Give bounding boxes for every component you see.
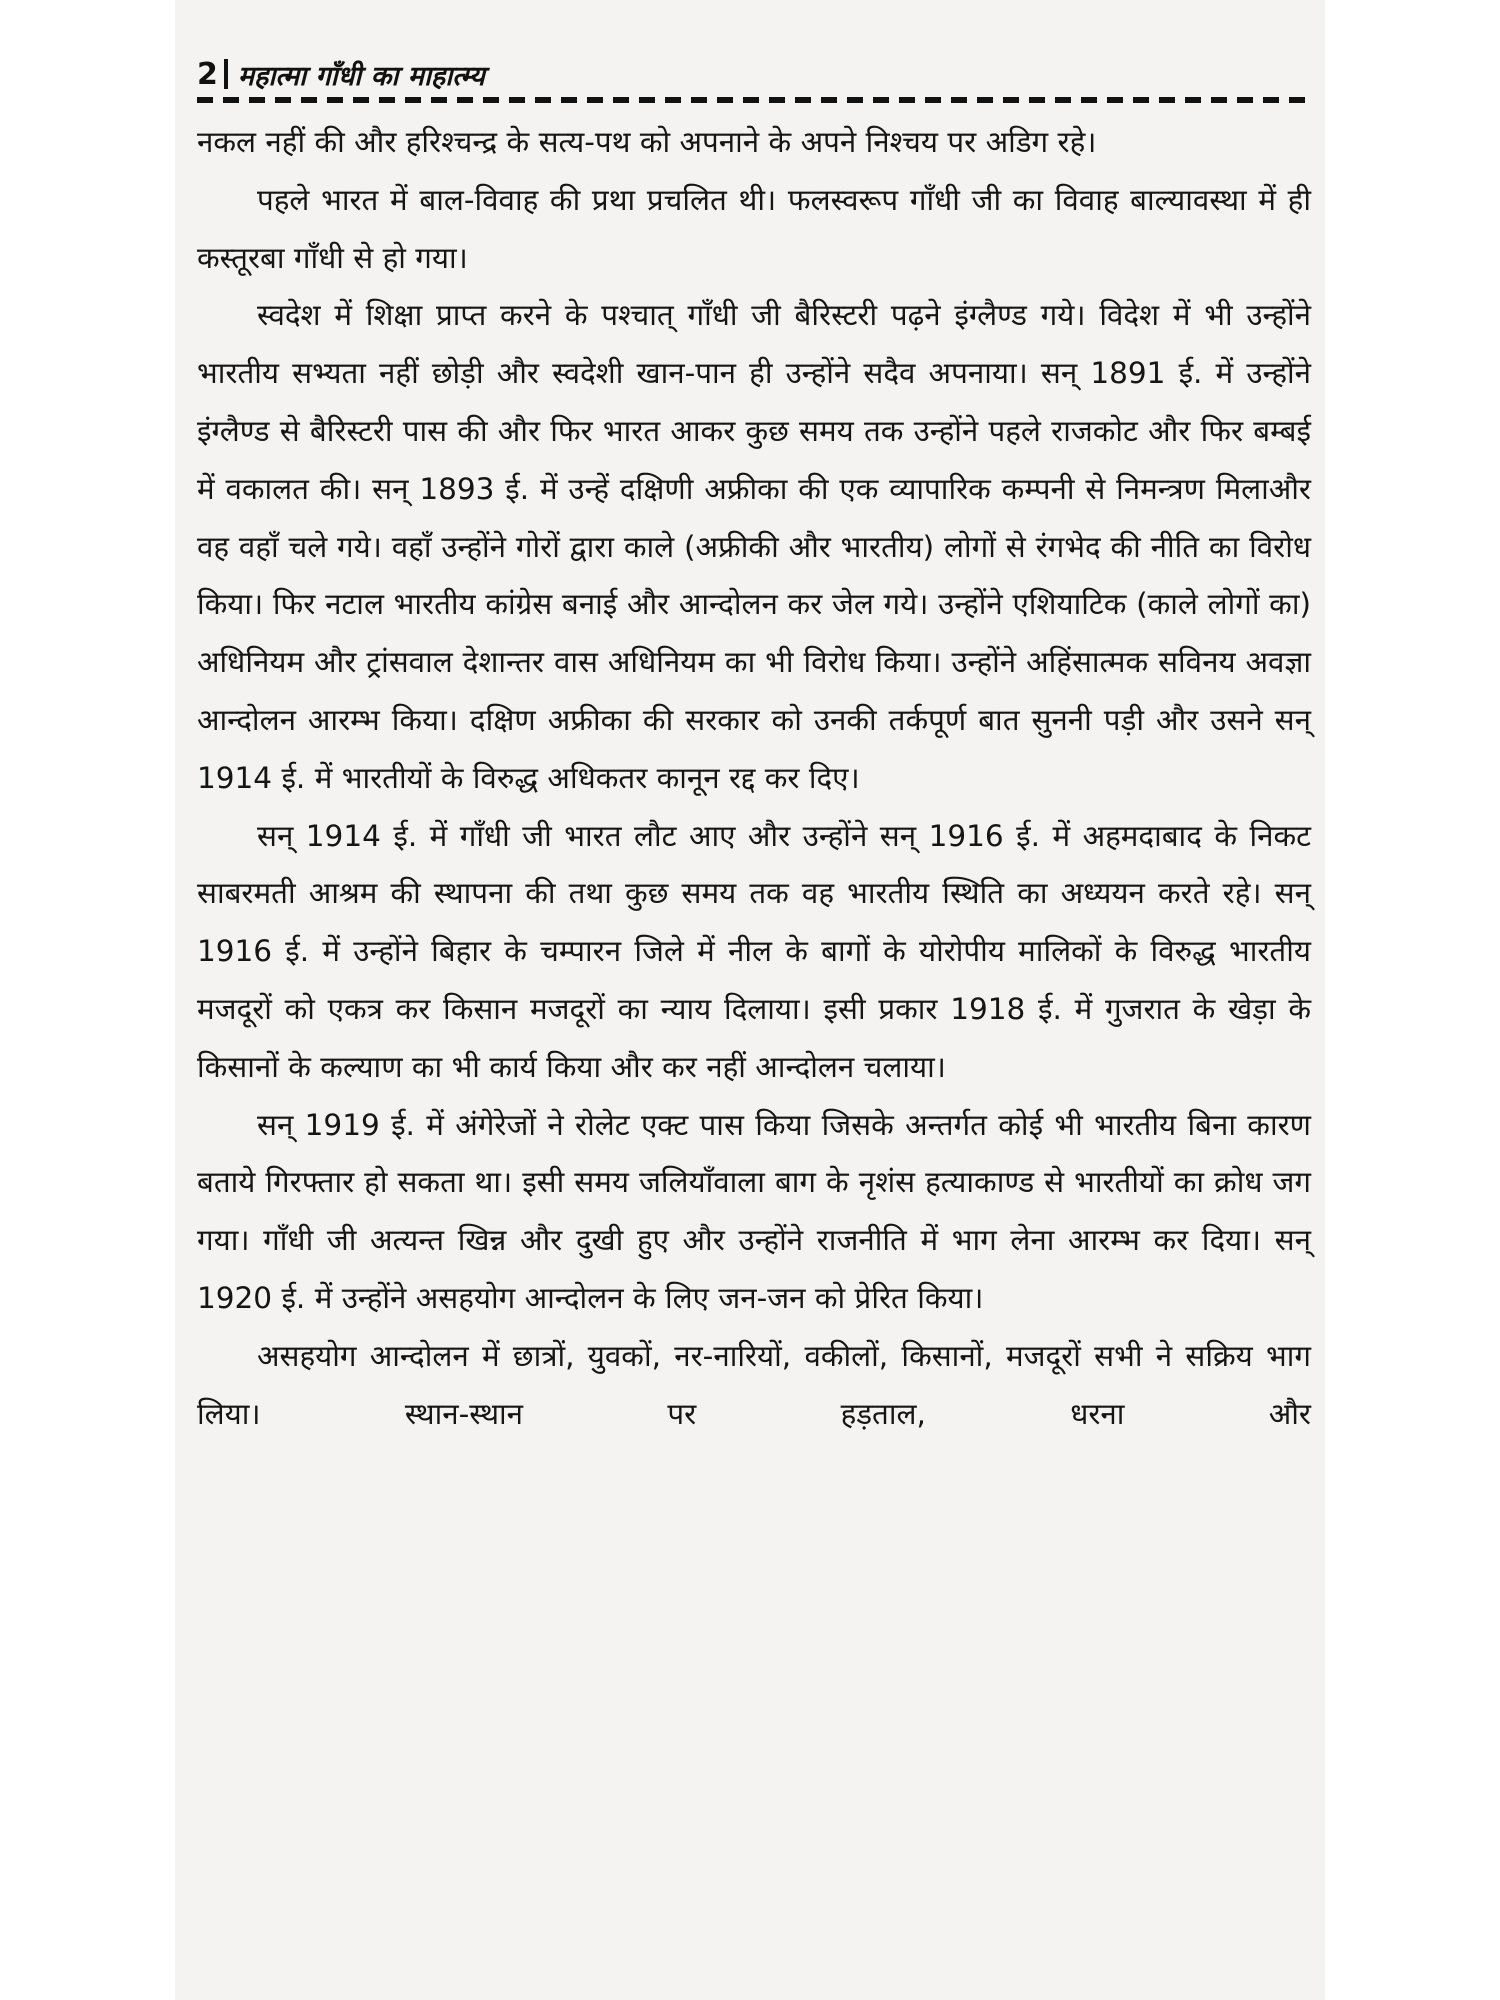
- paragraph-3: स्वदेश में शिक्षा प्राप्त करने के पश्चात् गाँधी जी बैरिस्टरी पढ़ने इंग्लैण्ड गये। विदेश में भी उन्होंने भारतीय सभ्यता नहीं छोड़ी और स्वदेशी खान-पान ही उन्होंने सदैव अपनाया। सन् 1891 ई. में उन्होंने इंग्लैण्ड से बैरिस्टरी पास की और फिर भारत आकर कुछ समय तक उन्होंने पहले राजकोट और फिर बम्बई में वकालत की। सन् 1893 ई. में उन्हें दक्षिणी अफ्रीका की एक व्यापारिक कम्पनी से निमन्त्रण मिलाऔर वह वहाँ चले गये। वहाँ उन्होंने गोरों द्वारा काले (अफ्रीकी और भारतीय) लोगों से रंगभेद की नीति का विरोध किया। फिर नटाल भारतीय कांग्रेस बनाई और आन्दोलन कर जेल गये। उन्होंने एशियाटिक (काले लोगों का) अधिनियम और ट्रांसवाल देशान्तर वास अधिनियम का भी विरोध किया। उन्होंने अहिंसात्मक सविनय अवज्ञा आन्दोलन आरम्भ किया। दक्षिण अफ्रीका की सरकार को उनकी तर्कपूर्ण बात सुननी पड़ी और उसने सन् 1914 ई. में भारतीयों के विरुद्ध अधिकतर कानून रद्द कर दिए।: [197, 298, 1311, 795]
- paragraph-5: सन् 1919 ई. में अंगेरेजों ने रोलेट एक्ट पास किया जिसके अन्तर्गत कोई भी भारतीय बिना कारण बताये गिरफ्तार हो सकता था। इसी समय जलियाँवाला बाग के नृशंस हत्याकाण्ड से भारतीयों का क्रोध जग गया। गाँधी जी अत्यन्त खिन्न और दुखी हुए और उन्होंने राजनीति में भाग लेना आरम्भ कर दिया। सन् 1920 ई. में उन्होंने असहयोग आन्दोलन के लिए जन-जन को प्रेरित किया।: [197, 1107, 1311, 1315]
- page-number: 2: [197, 56, 218, 92]
- paragraph-1: नकल नहीं की और हरिश्चन्द्र के सत्य-पथ को अपनाने के अपने निश्चय पर अडिग रहे।: [197, 125, 1097, 159]
- body-text: [197, 114, 1311, 1443]
- paragraph-2: पहले भारत में बाल-विवाह की प्रथा प्रचलित थी। फलस्वरूप गाँधी जी का विवाह बाल्यावस्था में ही कस्तूरबा गाँधी से हो गया।: [197, 182, 1311, 275]
- book-page: [175, 0, 1325, 2000]
- paragraph-6: असहयोग आन्दोलन में छात्रों, युवकों, नर-नारियों, वकीलों, किसानों, मजदूरों सभी ने सक्रिय भाग लिया। स्थान-स्थान पर हड़ताल, धरना और: [197, 1338, 1311, 1431]
- dashed-rule: [197, 97, 1309, 103]
- running-header: [197, 46, 1307, 102]
- book-title: महात्मा गाँधी का माहात्म्य: [237, 60, 485, 92]
- header-separator-bar: [224, 59, 228, 89]
- paragraph-4: सन् 1914 ई. में गाँधी जी भारत लौट आए और उन्होंने सन् 1916 ई. में अहमदाबाद के निकट साबरमती आश्रम की स्थापना की तथा कुछ समय तक वह भारतीय स्थिति का अध्ययन करते रहे। सन् 1916 ई. में उन्होंने बिहार के चम्पारन जिले में नील के बागों के योरोपीय मालिकों के विरुद्ध भारतीय मजदूरों को एकत्र कर किसान मजदूरों का न्याय दिलाया। इसी प्रकार 1918 ई. में गुजरात के खेड़ा के किसानों के कल्याण का भी कार्य किया और कर नहीं आन्दोलन चलाया।: [197, 818, 1311, 1084]
